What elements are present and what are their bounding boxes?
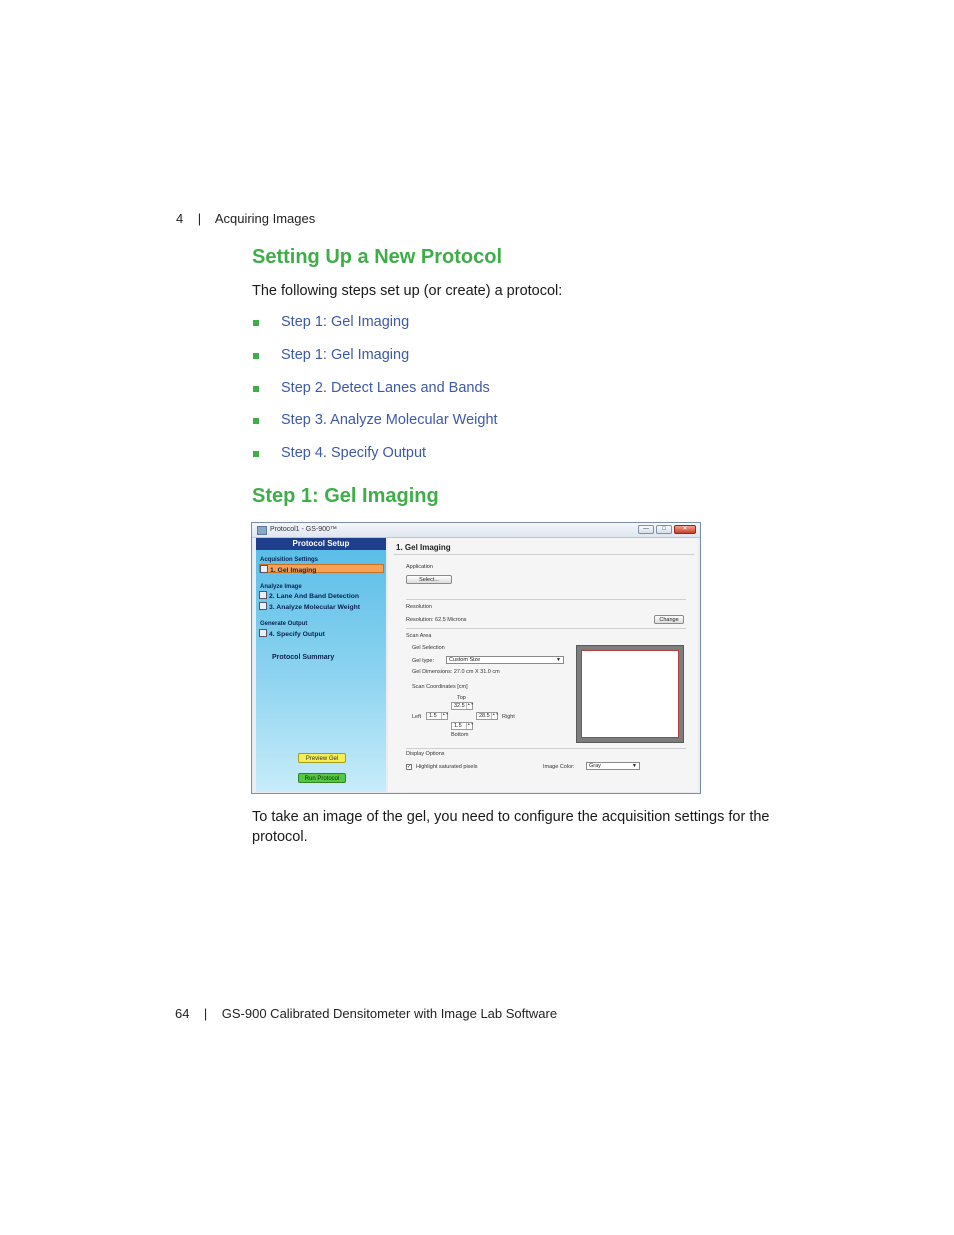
bottom-value: 1.5 xyxy=(454,723,462,729)
chapter-title: Acquiring Images xyxy=(214,211,316,226)
gel-type-value: Custom Size xyxy=(449,657,481,663)
select-button[interactable]: Select... xyxy=(406,575,452,584)
gel-type-label: Gel type: xyxy=(412,658,435,664)
nav-item-molecular-weight[interactable] xyxy=(259,602,384,611)
divider xyxy=(406,748,686,749)
chapter-number: 4 xyxy=(176,211,184,226)
image-color-label: Image Color: xyxy=(543,764,575,770)
step-link[interactable]: Step 1: Gel Imaging xyxy=(281,314,410,330)
nav-item-lane-detection[interactable] xyxy=(259,591,384,600)
window-title: Protocol1 - GS-900™ xyxy=(270,526,337,533)
spin-arrows-icon: ▲▼ xyxy=(466,703,472,709)
list-item xyxy=(252,314,498,347)
preview-gel-button[interactable]: Preview Gel xyxy=(298,753,346,763)
scan-area-label: Scan Area xyxy=(406,633,432,639)
application-label: Application xyxy=(406,564,433,570)
maximize-button[interactable]: □ xyxy=(656,525,672,534)
nav-item-label: 2. Lane And Band Detection xyxy=(269,593,360,600)
nav-item-gel-imaging[interactable] xyxy=(259,564,384,573)
settings-panel xyxy=(388,538,698,792)
acquisition-settings-label: Acquisition Settings xyxy=(260,557,319,563)
close-button[interactable]: ✕ xyxy=(674,525,696,534)
gel-type-dropdown[interactable] xyxy=(446,656,564,664)
section-heading-new-protocol: Setting Up a New Protocol xyxy=(252,246,503,268)
spin-arrows-icon: ▲▼ xyxy=(441,713,447,719)
body-paragraph: To take an image of the gel, you need to configure the acquisition settings for the protocol. xyxy=(252,809,770,845)
right-label: Right xyxy=(502,714,515,720)
bullet-square-icon xyxy=(253,353,259,359)
window-titlebar xyxy=(252,523,700,538)
left-value: 1.5 xyxy=(429,713,437,719)
step-title: 1. Gel Imaging xyxy=(396,543,451,552)
scan-area-frame[interactable] xyxy=(581,650,679,738)
right-value: 28.5 xyxy=(479,713,490,719)
resolution-value: Resolution: 62.5 Microns xyxy=(406,617,467,623)
protocol-summary-link[interactable]: Protocol Summary xyxy=(272,654,335,661)
left-label: Left xyxy=(412,714,422,720)
step-link[interactable]: Step 4. Specify Output xyxy=(281,445,427,462)
nav-item-label: 1. Gel Imaging xyxy=(270,567,317,574)
running-footer xyxy=(175,1006,557,1021)
top-spinner[interactable] xyxy=(451,702,473,710)
step-link[interactable]: Step 2. Detect Lanes and Bands xyxy=(281,379,490,396)
bullet-square-icon xyxy=(253,386,259,392)
list-item xyxy=(252,380,498,413)
checkbox-icon xyxy=(260,565,268,573)
top-label: Top xyxy=(457,695,466,701)
nav-item-specify-output[interactable] xyxy=(259,629,384,638)
panel-title: Protocol Setup xyxy=(256,538,386,550)
minimize-button[interactable]: — xyxy=(638,525,654,534)
section-heading-gel-imaging: Step 1: Gel Imaging xyxy=(252,485,439,507)
step-list xyxy=(252,314,498,478)
divider xyxy=(394,554,694,555)
chevron-down-icon: ▼ xyxy=(632,763,637,769)
highlight-saturated-checkbox[interactable]: ✓ xyxy=(407,764,412,770)
checkbox-icon xyxy=(259,591,267,599)
image-color-value: Gray xyxy=(589,763,601,769)
bottom-spinner[interactable] xyxy=(451,722,473,730)
intro-text: The following steps set up (or create) a protocol: xyxy=(252,283,563,299)
display-options-label: Display Options xyxy=(406,751,445,757)
gel-selection-label: Gel Selection xyxy=(412,645,445,651)
analyze-image-label: Analyze Image xyxy=(260,584,302,590)
book-title: GS-900 Calibrated Densitometer with Image Lab Software xyxy=(221,1006,558,1021)
left-spinner[interactable] xyxy=(426,712,448,720)
gel-dimensions: Gel Dimensions: 27.0 cm X 31.0 cm xyxy=(412,669,500,675)
app-icon xyxy=(257,526,267,535)
protocol-setup-panel xyxy=(256,538,386,792)
bullet-square-icon xyxy=(253,418,259,424)
divider xyxy=(406,628,686,629)
spin-arrows-icon: ▲▼ xyxy=(491,713,497,719)
list-item xyxy=(252,445,498,478)
page-number: 64 xyxy=(175,1006,190,1021)
bullet-square-icon xyxy=(253,451,259,457)
gel-preview-image xyxy=(576,645,684,743)
run-protocol-button[interactable]: Run Protocol xyxy=(298,773,346,783)
scan-coordinates-label: Scan Coordinates [cm] xyxy=(412,684,468,690)
bottom-label: Bottom xyxy=(451,732,469,738)
list-item xyxy=(252,347,498,380)
bullet-square-icon xyxy=(253,320,259,326)
image-color-dropdown[interactable] xyxy=(586,762,640,770)
running-header xyxy=(176,211,315,226)
checkbox-icon xyxy=(259,602,267,610)
generate-output-label: Generate Output xyxy=(260,621,308,627)
nav-item-label: 4. Specify Output xyxy=(269,631,325,638)
top-value: 32.5 xyxy=(454,703,465,709)
chevron-down-icon: ▼ xyxy=(556,657,561,663)
footer-separator: | xyxy=(203,1006,208,1021)
right-spinner[interactable] xyxy=(476,712,498,720)
protocol-window-screenshot xyxy=(251,522,701,794)
change-button[interactable]: Change xyxy=(654,615,684,624)
resolution-group-label: Resolution xyxy=(406,604,432,610)
divider xyxy=(406,599,686,600)
list-item xyxy=(252,412,498,445)
nav-item-label: 3. Analyze Molecular Weight xyxy=(269,604,361,611)
highlight-saturated-label: Highlight saturated pixels xyxy=(416,764,478,770)
spin-arrows-icon: ▲▼ xyxy=(466,723,472,729)
step-link[interactable]: Step 1: Gel Imaging xyxy=(281,346,410,363)
step-link[interactable]: Step 3. Analyze Molecular Weight xyxy=(281,412,498,429)
checkbox-icon xyxy=(259,629,267,637)
header-separator: | xyxy=(197,211,202,226)
